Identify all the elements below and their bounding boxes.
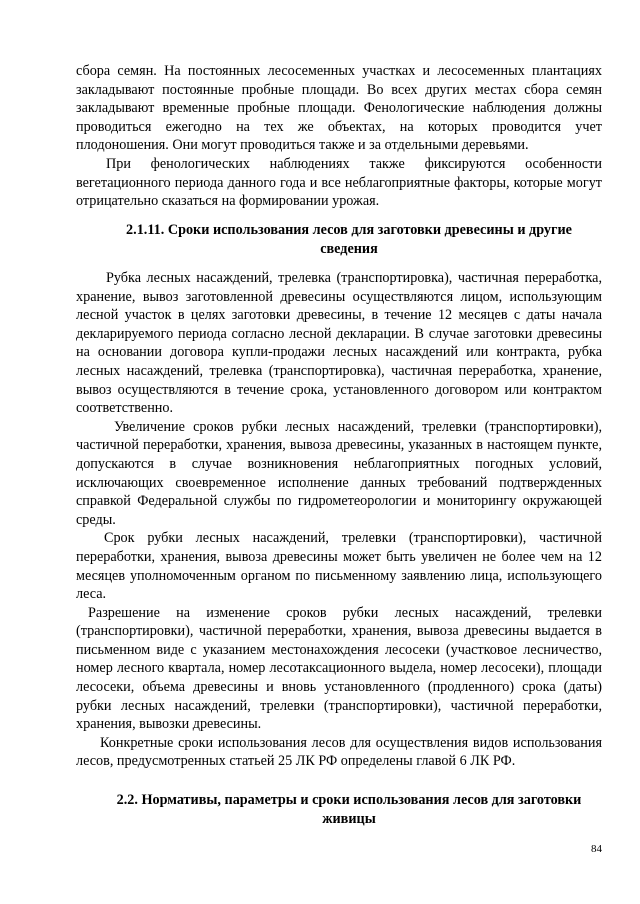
paragraph-seed-collection: сбора семян. На постоянных лесосеменных участках и лесосеменных плантациях закладывают постоянные пробные площади. Во всех других местах сбора семян закладывают временные пробные площади. Фенологические наблюдения должны проводиться ежегодно на тех же объектах, на которых проводится учет плодоношения. Они могут проводиться также и за отдельными деревьями.: [76, 63, 602, 154]
paragraph-term-increase: Увеличение сроков рубки лесных насаждений, трелевки (транспортировки), частичной переработки, хранения, вывоза древесины, указанных в настоящем пункте, допускаются в случае возникновения неблагоприятных погодных условий, исключающих своевременное исполнение данных требований подтвержденных справкой Федеральной службы по гидрометеорологии и мониторингу окружающей среды.: [76, 418, 602, 528]
text-block-middle: [76, 269, 602, 771]
section-heading-2-1-11: 2.1.11. Сроки использования лесов для заготовки древесины и другие сведения: [126, 222, 572, 257]
paragraph-permission: Разрешение на изменение сроков рубки лесных насаждений, трелевки (транспортировки), частичной переработки, хранения, вывоза древесины выдается в письменном виде с указанием местонахождения лесосеки (участковое лесничество, номер лесного квартала, номер лесотаксационного выдела, номер лесосеки), площади лесосеки, объема древесины и вновь установленного (продленного) срока (даты) рубки лесных насаждений, трелевки (транспортировки), частичной переработки, хранения, вывозки древесины.: [76, 604, 602, 733]
page-number: 84: [591, 843, 602, 855]
paragraph-term-extension: Срок рубки лесных насаждений, трелевки (транспортировки), частичной переработки, хранения, вывоза древесины может быть увеличен не более чем на 12 месяцев уполномоченным органом по письменному заявлению лица, использующего леса.: [76, 530, 602, 603]
paragraph-phenological-observations: При фенологических наблюдениях также фиксируются особенности вегетационного периода данного года и все неблагоприятные факторы, которые могут отрицательно сказаться на формировании урожая.: [76, 155, 602, 210]
paragraph-specific-terms: Конкретные сроки использования лесов для осуществления видов использования лесов, предусмотренных статьей 25 ЛК РФ определены главой 6 ЛК РФ.: [76, 734, 602, 770]
paragraph-logging-terms: Рубка лесных насаждений, трелевка (транспортировка), частичная переработка, хранение, вывоз заготовленной древесины осуществляются лицом, использующим лесной участок в целях заготовки древесины, в течение 12 месяцев с даты начала декларируемого периода согласно лесной декларации. В случае заготовки древесины на основании договора купли-продажи лесных насаждений или контракта, рубка лесных насаждений, трелевка (транспортировка), частичная переработка, хранение, вывоз осуществляются в течение срока, установленного договором или контрактом соответственно.: [76, 270, 602, 417]
section-heading-2-2: 2.2. Нормативы, параметры и сроки использования лесов для заготовки живицы: [116, 792, 582, 827]
text-block-top: [76, 62, 602, 211]
